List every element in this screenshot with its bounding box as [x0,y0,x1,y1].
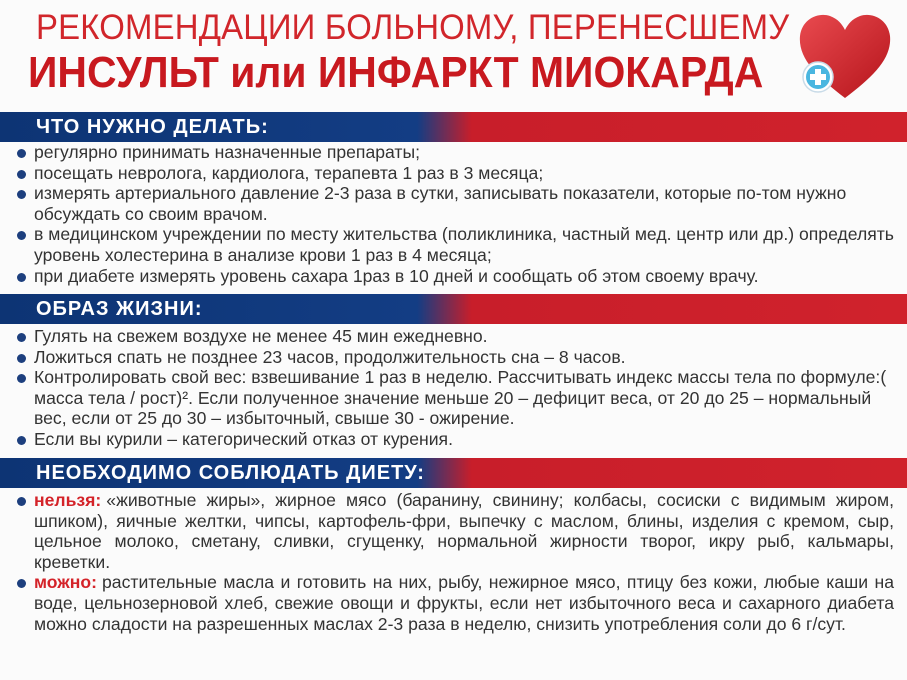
title-line-1: РЕКОМЕНДАЦИИ БОЛЬНОМУ, ПЕРЕНЕСШЕМУ [36,8,790,47]
list-item: Гулять на свежем воздухе не менее 45 мин ежедневно. [16,326,894,347]
list-item: Если вы курили – категорический отказ от курения. [16,429,894,450]
bullet-icon [17,149,26,158]
section-lifestyle [16,326,894,450]
list-item: регулярно принимать назначенные препараты; [16,142,894,163]
heart-medical-icon [796,10,894,102]
section-band-todo [0,112,907,142]
section-diet [16,490,894,634]
section-band-lifestyle [0,294,907,324]
allowed-label: можно: [34,572,98,593]
allowed-text: растительные масла и готовить на них, рыбу, нежирное мясо, птицу без кожи, любые каши на воде, цельнозерновой хлеб, свежие овощи и фрукты, если нет избыточного веса и сахарного диабета можно сладости на разрешенных маслах 2-3 раза в неделю, снизить употребления соли до 6 г/сут. [34,572,894,634]
bullet-icon [17,497,26,506]
list-item: посещать невролога, кардиолога, терапевта 1 раз в 3 месяца; [16,163,894,184]
bullet-icon [17,231,26,240]
section-band-diet [0,458,907,488]
list-item: при диабете измерять уровень сахара 1раз в 10 дней и сообщать об этом своему врачу. [16,266,894,287]
forbidden-text: «животные жиры», жирное мясо (баранину, свинину; колбасы, сосиски с видимым жиром, шпиком), яичные желтки, чипсы, картофель-фри, выпечку с маслом, блины, изделия с кремом, сыр, цельное молоко, сметану, сливки, сгущенку, нормальной жирности творог, икру рыб, кальмары, креветки. [34,490,894,572]
list-item-forbidden [16,490,894,572]
bullet-icon [17,579,26,588]
list-item: Контролировать свой вес: взвешивание 1 раз в неделю. Рассчитывать индекс массы тела по формуле:( масса тела / рост)². Если полученное значение меньше 20 – дефицит веса, от 20 до 25 – нормальный вес, если от 25 до 30 – избыточный, свыше 30 - ожирение. [16,367,894,429]
list-item: Ложиться спать не позднее 23 часов, продолжительность сна – 8 часов. [16,347,894,368]
section-heading: ОБРАЗ ЖИЗНИ: [36,298,203,320]
bullet-icon [17,333,26,342]
section-heading: ЧТО НУЖНО ДЕЛАТЬ: [36,116,269,138]
section-todo [16,142,894,286]
list-item: в медицинском учреждении по месту жительства (поликлиника, частный мед. центр или др.) определять уровень холестерина в анализе крови 1 раз в 4 месяца; [16,224,894,265]
title-line-2: ИНСУЛЬТ или ИНФАРКТ МИОКАРДА [28,48,764,97]
bullet-icon [17,273,26,282]
bullet-icon [17,190,26,199]
bullet-icon [17,354,26,363]
section-heading: НЕОБХОДИМО СОБЛЮДАТЬ ДИЕТУ: [36,462,425,484]
bullet-icon [17,374,26,383]
bullet-icon [17,170,26,179]
forbidden-label: нельзя: [34,490,102,510]
bullet-icon [17,436,26,445]
list-item: измерять артериального давление 2-3 раза в сутки, записывать показатели, которые по-том нужно обсуждать со своим врачом. [16,183,894,224]
list-item-allowed [16,572,894,634]
header [0,0,907,110]
